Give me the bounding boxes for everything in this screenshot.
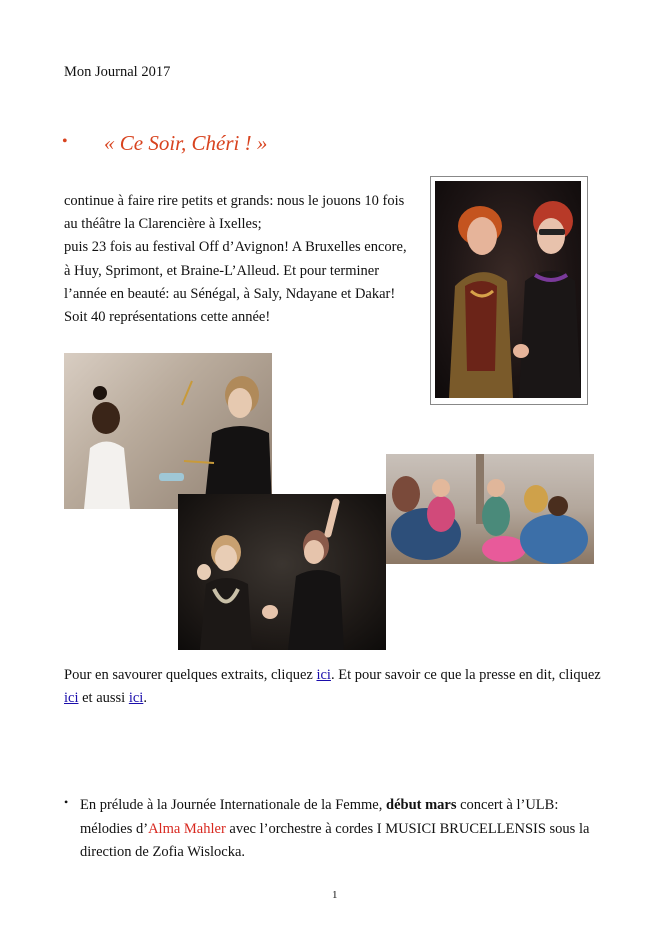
intro-paragraph [64, 190, 424, 329]
extracts-text: . Et pour savoir ce que la presse en dit, cliquez [330, 667, 601, 683]
concert-text: direction de Zofia Wislocka. [80, 844, 246, 860]
extracts-link[interactable]: ici [316, 667, 331, 683]
intro-line: au théâtre la Clarencière à Ixelles; [64, 216, 262, 233]
bullet: • [64, 795, 69, 809]
composer-name: Alma Mahler [148, 820, 226, 837]
dance-photo-illustration [178, 494, 386, 650]
concert-text: En prélude à la Journée Internationale de la Femme, [80, 797, 386, 813]
page-number: 1 [332, 889, 338, 901]
intro-line: à Huy, Sprimont, et Braine-L’Alleud. Et pour terminer [64, 262, 380, 279]
concert-text: mélodies d’ [80, 820, 149, 837]
concert-paragraph [80, 794, 620, 865]
extracts-paragraph [64, 664, 624, 710]
stage-photo-illustration [435, 181, 581, 398]
concert-date: début mars [386, 797, 457, 813]
dance-photo [178, 494, 386, 650]
journal-header: Mon Journal 2017 [64, 64, 171, 80]
intro-line: Soit 40 représentations cette année! [64, 309, 271, 326]
intro-line: l’année en beauté: au Sénégal, à Saly, Ndayane et Dakar! [64, 285, 396, 302]
beach-photo [386, 454, 594, 564]
concert-text: concert à l’ULB: [456, 797, 559, 813]
bullet: • [62, 133, 68, 150]
conductor-photo [64, 353, 272, 509]
extracts-text: . [143, 690, 147, 706]
conductor-photo-illustration [64, 353, 272, 509]
extracts-text: et aussi [78, 690, 129, 706]
show-title: « Ce Soir, Chéri ! » [104, 131, 268, 155]
press-link-2[interactable]: ici [128, 690, 144, 706]
concert-text: avec l’orchestre à cordes I MUSICI BRUCELLENSIS sous la [225, 820, 590, 837]
intro-line: puis 23 fois au festival Off d’Avignon! A Bruxelles encore, [64, 239, 407, 256]
intro-line: continue à faire rire petits et grands: nous le jouons 10 fois [64, 193, 405, 209]
beach-photo-illustration [386, 454, 594, 564]
stage-photo [430, 176, 588, 405]
extracts-text: Pour en savourer quelques extraits, cliquez [64, 667, 317, 683]
press-link[interactable]: ici [64, 690, 79, 706]
